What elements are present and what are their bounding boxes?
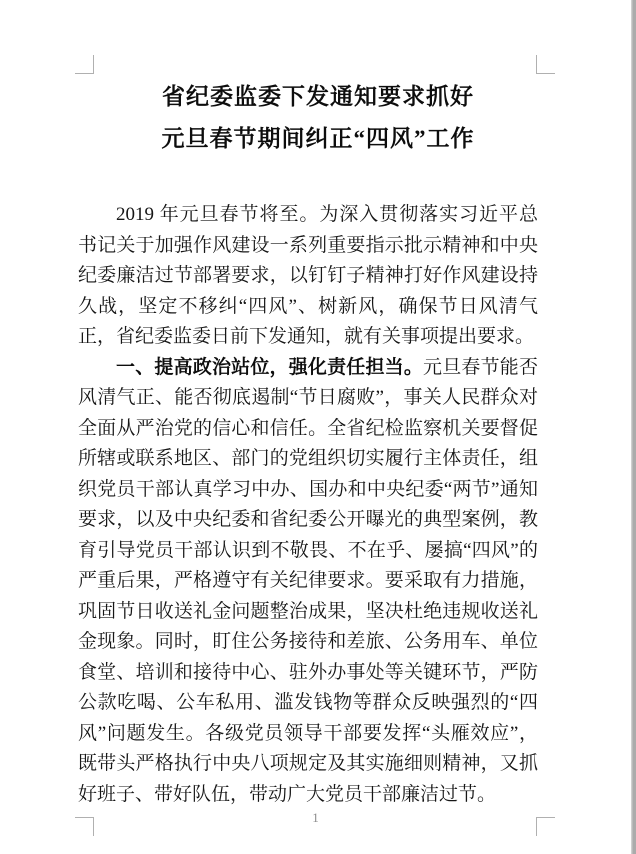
paragraph: [78, 200, 538, 353]
paragraph-text-run: 2019 年元旦春节将至。为深入贯彻落实习近平总书记关于加强作风建设一系列重要指示批示精神和中央纪委廉洁过节部署要求，以钉钉子精神打好作风建设持久战，坚定不移纠“四风”、树新风，确保节日风清气正，省纪委监委日前下发通知，就有关事项提出要求。: [78, 204, 538, 347]
right-edge-strip: [631, 0, 636, 854]
page-number: 1: [312, 810, 319, 825]
paragraph: [78, 353, 538, 811]
margin-crop-mark-top-left: [75, 55, 94, 74]
document-title-line-1: 省纪委监委下发通知要求抓好: [162, 84, 474, 109]
paragraph-text-run: 元旦春节能否风清气正、能否彻底遏制“节日腐败”，事关人民群众对全面从严治党的信心和信任。全省纪检监察机关要督促所辖或联系地区、部门的党组织切实履行主体责任，组织党员干部认真学习中办、国办和中央纪委“两节”通知要求，以及中央纪委和省纪委公开曝光的典型案例，教育引导党员干部认识到不敬畏、不在乎、屡搞“四风”的严重后果，严格遵守有关纪律要求。要采取有力措施，巩固节日收送礼金问题整治成果，坚决杜绝违规收送礼金现象。同时，盯住公务接待和差旅、公务用车、单位食堂、培训和接待中心、驻外办事处等关键环节，严防公款吃喝、公车私用、滥发钱物等群众反映强烈的“四风”问题发生。各级党员领导干部要发挥“头雁效应”，既带头严格执行中央八项规定及其实施细则精神，又抓好班子、带好队伍，带动广大党员干部廉洁过节。: [78, 356, 538, 805]
body-text: [78, 200, 538, 810]
document-title-line-2: 元旦春节期间纠正“四风”工作: [161, 126, 475, 151]
document-title: [0, 0, 636, 160]
margin-crop-mark-top-right: [536, 55, 555, 74]
paragraph-heading-run: 一、提高政治站位，强化责任担当。: [116, 356, 424, 378]
